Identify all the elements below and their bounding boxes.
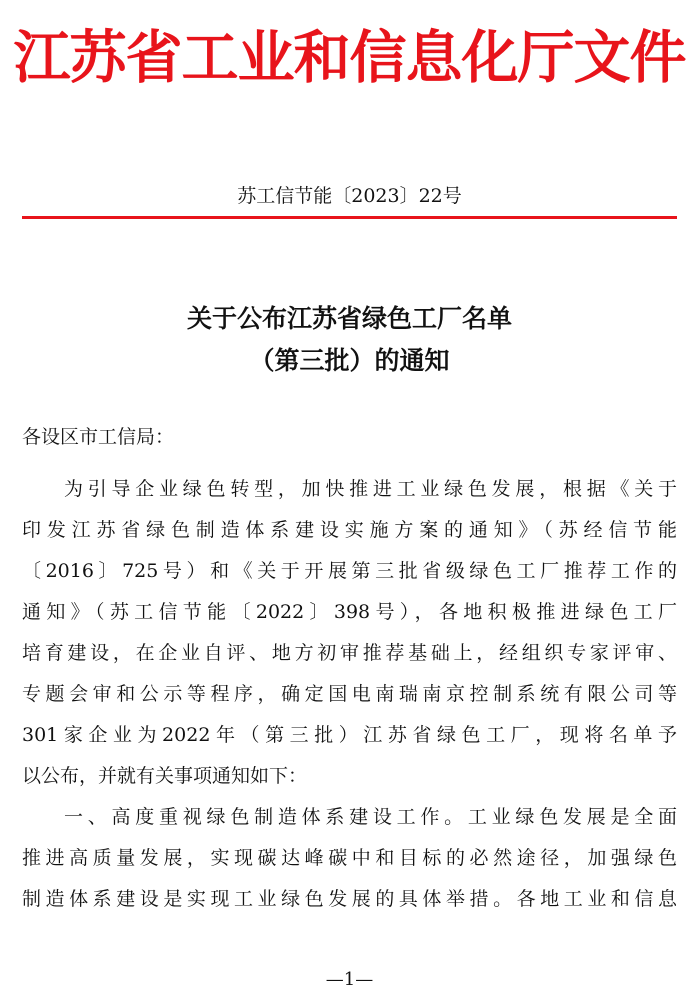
body-line: 印发江苏省绿色制造体系建设实施方案的通知》（苏经信节能 xyxy=(22,519,677,541)
body-line: 通知》（苏工信节能〔2022〕398号），各地积极推进绿色工厂 xyxy=(22,601,677,623)
body-line: 推进高质量发展，实现碳达峰碳中和目标的必然途径，加强绿色 xyxy=(22,847,677,869)
addressee: 各设区市工信局： xyxy=(22,426,175,448)
document-number: 苏工信节能〔2023〕22号 xyxy=(237,185,462,207)
body-line: 制造体系建设是实现工业绿色发展的具体举措。各地工业和信息 xyxy=(22,888,677,910)
red-divider-rule xyxy=(22,216,677,219)
notice-title-line-1: 关于公布江苏省绿色工厂名单 xyxy=(186,304,512,333)
body-line: 301家企业为2022年（第三批）江苏省绿色工厂，现将名单予 xyxy=(22,724,677,746)
page-number: —1— xyxy=(325,969,374,990)
body-line: 〔2016〕725号）和《关于开展第三批省级绿色工厂推荐工作的 xyxy=(22,560,677,582)
body-text xyxy=(22,469,677,920)
notice-title xyxy=(0,298,699,382)
body-line: 为引导企业绿色转型，加快推进工业绿色发展，根据《关于 xyxy=(64,478,677,500)
body-line: 培育建设，在企业自评、地方初审推荐基础上，经组织专家评审、 xyxy=(22,642,677,664)
body-line: 以公布，并就有关事项通知如下： xyxy=(22,765,308,787)
body-line: 一、高度重视绿色制造体系建设工作。工业绿色发展是全面 xyxy=(64,806,677,828)
issuer-title: 江苏省工业和信息化厅文件 xyxy=(13,25,686,91)
body-line: 专题会审和公示等程序，确定国电南瑞南京控制系统有限公司等 xyxy=(22,683,677,705)
notice-title-line-2: （第三批）的通知 xyxy=(249,346,450,375)
